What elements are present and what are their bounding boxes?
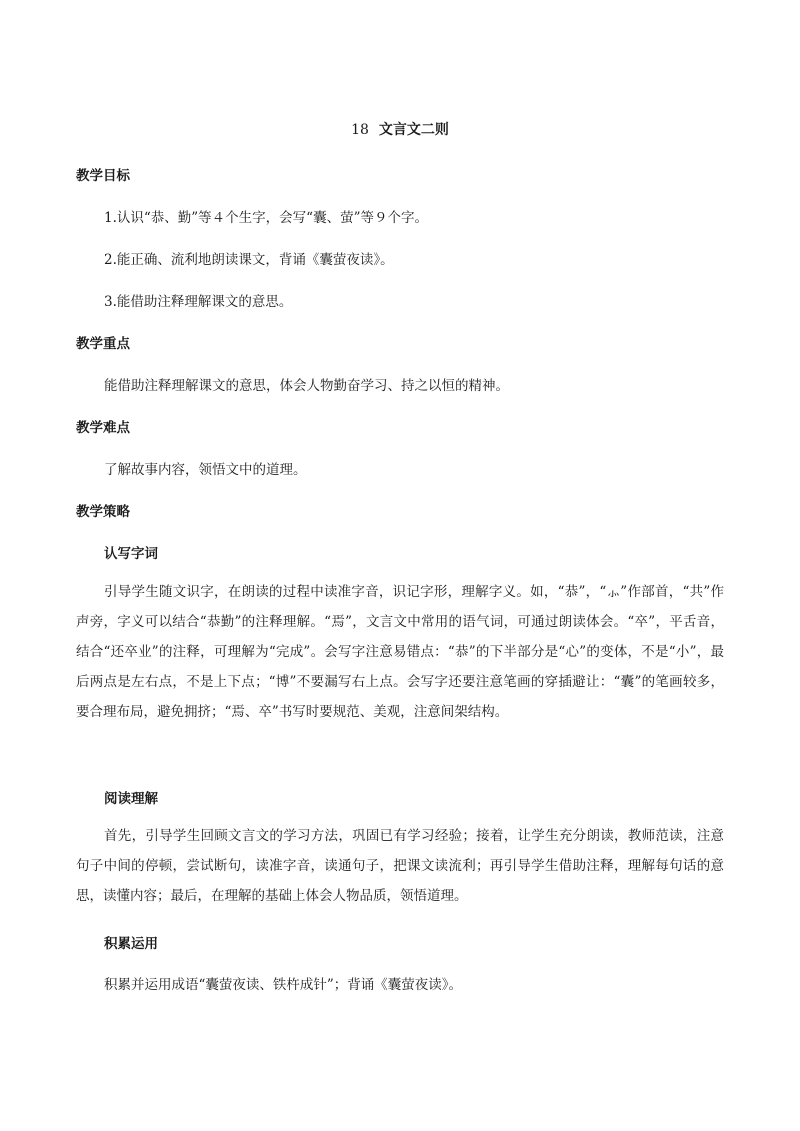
- key-points-heading: 教学重点: [76, 336, 130, 352]
- difficulties-heading: 教学难点: [76, 420, 130, 436]
- strategies-heading: 教学策略: [76, 504, 130, 520]
- accumulation-text: 积累并运用成语“囊萤夜读、铁杵成针”；背诵《囊萤夜读》。: [104, 977, 463, 993]
- goals-heading: 教学目标: [76, 168, 130, 184]
- lesson-title: [0, 119, 800, 139]
- literacy-heading: 认写字词: [104, 546, 158, 562]
- difficulties-text: 了解故事内容，领悟文中的道理。: [104, 462, 307, 478]
- goal-item-2: 2.能正确、流利地朗读课文，背诵《囊萤夜读》。: [104, 252, 394, 268]
- accumulation-heading: 积累运用: [104, 936, 158, 952]
- goal-item-3: 3.能借助注释理解课文的意思。: [104, 294, 293, 310]
- literacy-paragraph: 引导学生随文识字，在朗读的过程中读准字音，识记字形，理解字义。如，“恭”，“⺗”作部首，“共”作声旁，字义可以结合“恭勤”的注释理解。“焉”，文言文中常用的语气词，可通过朗读体会。“卒”，平舌音，结合“还卒业”的注释，可理解为“完成”。会写字注意易错点：“恭”的下半部分是“心”的变体，不是“小”，最后两点是左右点，不是上下点；“博”不要漏写右上点。会写字还要注意笔画的穿插避让：“囊”的笔画较多，要合理布局，避免拥挤；“焉、卒”书写时要规范、美观，注意间架结构。: [76, 584, 724, 720]
- reading-heading: 阅读理解: [104, 791, 158, 807]
- key-points-text: 能借助注释理解课文的意思，体会人物勤奋学习、持之以恒的精神。: [104, 378, 509, 394]
- goal-item-1: 1.认识“恭、勤”等４个生字，会写“囊、萤”等９个字。: [104, 210, 428, 226]
- reading-paragraph: 首先，引导学生回顾文言文的学习方法，巩固已有学习经验；接着，让学生充分朗读，教师范读，注意句子中间的停顿，尝试断句，读准字音，读通句子，把课文读流利；再引导学生借助注释，理解每句话的意思，读懂内容；最后，在理解的基础上体会人物品质，领悟道理。: [76, 828, 724, 904]
- lesson-number: 18: [351, 122, 369, 138]
- lesson-name: 文言文二则: [378, 122, 449, 138]
